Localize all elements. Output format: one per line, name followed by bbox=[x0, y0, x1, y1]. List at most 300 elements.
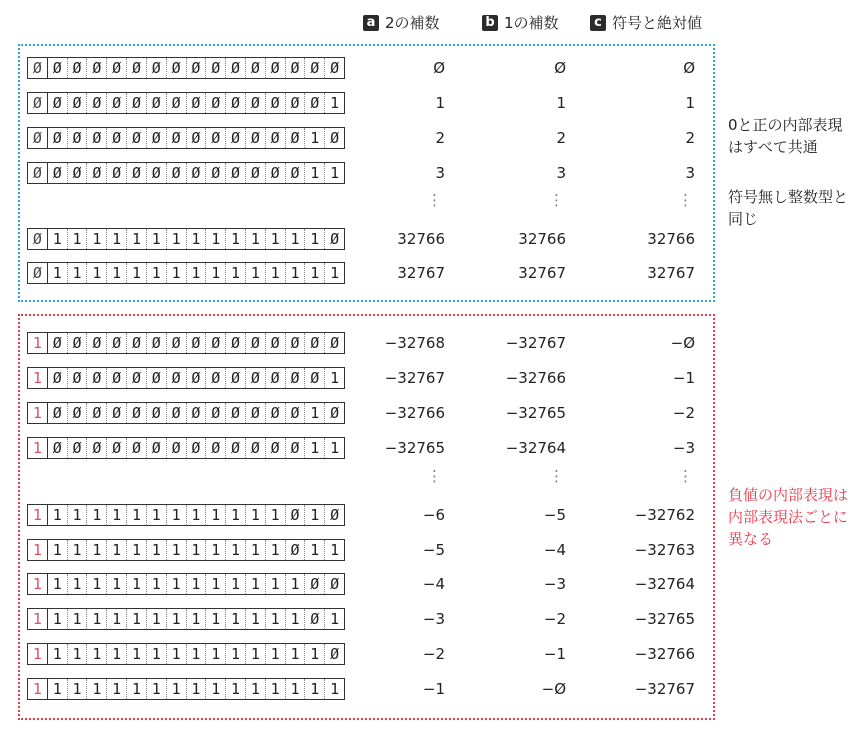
bit-pattern bbox=[27, 437, 345, 459]
ellipsis-sign-mag: ⋮ bbox=[678, 191, 693, 209]
bit-cell: 1 bbox=[127, 644, 147, 664]
negative-row bbox=[27, 643, 707, 667]
bit-cell: Ø bbox=[127, 128, 147, 148]
bit-cell: 1 bbox=[107, 609, 127, 629]
positive-row bbox=[27, 127, 707, 151]
bit-cell: 1 bbox=[127, 229, 147, 249]
bit-cell: 1 bbox=[147, 609, 167, 629]
bit-cell: Ø bbox=[246, 438, 266, 458]
bit-cell: 1 bbox=[286, 263, 306, 283]
bit-cell: Ø bbox=[187, 93, 207, 113]
sign-magnitude-value: −32763 bbox=[634, 541, 695, 559]
sign-magnitude-value: 1 bbox=[685, 94, 695, 112]
bit-cell: Ø bbox=[330, 645, 340, 663]
bit-cell: Ø bbox=[330, 575, 340, 593]
twos-complement-value: 3 bbox=[435, 164, 445, 182]
bit-cell: Ø bbox=[48, 368, 68, 388]
bit-cell: 1 bbox=[226, 263, 246, 283]
negative-row bbox=[27, 678, 707, 702]
bit-cell: Ø bbox=[87, 438, 107, 458]
bit-cell: 1 bbox=[68, 609, 88, 629]
bit-cell: Ø bbox=[147, 368, 167, 388]
ones-complement-value: 2 bbox=[556, 129, 566, 147]
bit-cell: 1 bbox=[330, 680, 340, 698]
bit-cell: Ø bbox=[330, 334, 340, 352]
negative-row bbox=[27, 573, 707, 597]
bit-cell: Ø bbox=[68, 333, 88, 353]
bit-cell: 1 bbox=[107, 263, 127, 283]
bit-cell: Ø bbox=[68, 438, 88, 458]
note-negative-differs: 負値の内部表現は 内部表現法ごとに 異なる bbox=[728, 486, 849, 548]
bit-cell: Ø bbox=[187, 403, 207, 423]
bit-cell: 1 bbox=[147, 679, 167, 699]
sign-bit: Ø bbox=[28, 163, 48, 183]
bit-cell: Ø bbox=[305, 333, 325, 353]
twos-complement-value: 1 bbox=[435, 94, 445, 112]
bit-cell: 1 bbox=[127, 505, 147, 525]
twos-complement-value: −32768 bbox=[384, 334, 445, 352]
sign-bit: Ø bbox=[28, 58, 48, 78]
bit-cell: 1 bbox=[127, 609, 147, 629]
bit-cell: 1 bbox=[266, 540, 286, 560]
bit-cell: 1 bbox=[187, 263, 207, 283]
bit-cell: 1 bbox=[87, 644, 107, 664]
bit-cell: Ø bbox=[266, 403, 286, 423]
bit-cell: 1 bbox=[305, 644, 325, 664]
twos-complement-value: −32765 bbox=[384, 439, 445, 457]
bit-cell: 1 bbox=[187, 574, 207, 594]
bit-cell: Ø bbox=[266, 438, 286, 458]
bit-cell: 1 bbox=[330, 264, 340, 282]
sign-bit: 1 bbox=[28, 368, 48, 388]
bit-cell: Ø bbox=[226, 368, 246, 388]
negative-row bbox=[27, 608, 707, 632]
bit-cell: Ø bbox=[107, 368, 127, 388]
bit-pattern bbox=[27, 678, 345, 700]
bit-cell: Ø bbox=[127, 58, 147, 78]
bit-cell: 1 bbox=[305, 403, 325, 423]
sign-magnitude-value: −3 bbox=[672, 439, 695, 457]
bit-cell: 1 bbox=[330, 541, 340, 559]
bit-cell: Ø bbox=[48, 58, 68, 78]
bit-cell: Ø bbox=[187, 58, 207, 78]
twos-complement-value: −32766 bbox=[384, 404, 445, 422]
bit-cell: 1 bbox=[305, 229, 325, 249]
bit-cell: Ø bbox=[266, 163, 286, 183]
bit-cell: Ø bbox=[48, 128, 68, 148]
sign-bit: Ø bbox=[28, 128, 48, 148]
bit-cell: Ø bbox=[206, 93, 226, 113]
bit-cell: 1 bbox=[226, 679, 246, 699]
bit-cell: 1 bbox=[147, 540, 167, 560]
bit-cell: Ø bbox=[330, 59, 340, 77]
bit-cell: 1 bbox=[68, 679, 88, 699]
bit-cell: 1 bbox=[87, 263, 107, 283]
bit-cell: Ø bbox=[167, 333, 187, 353]
bit-cell: 1 bbox=[107, 229, 127, 249]
ones-complement-value: 1 bbox=[556, 94, 566, 112]
ones-complement-value: −32766 bbox=[505, 369, 566, 387]
bit-cell: 1 bbox=[68, 644, 88, 664]
bit-cell: Ø bbox=[107, 438, 127, 458]
bit-cell: Ø bbox=[187, 438, 207, 458]
bit-cell: Ø bbox=[107, 58, 127, 78]
bit-cell: Ø bbox=[48, 93, 68, 113]
positive-row bbox=[27, 162, 707, 186]
ones-complement-value: −1 bbox=[543, 645, 566, 663]
bit-cell: Ø bbox=[330, 230, 340, 248]
bit-cell: 1 bbox=[48, 609, 68, 629]
bit-cell: Ø bbox=[127, 93, 147, 113]
bit-cell: Ø bbox=[226, 438, 246, 458]
bit-cell: 1 bbox=[226, 609, 246, 629]
bit-cell: 1 bbox=[187, 609, 207, 629]
bit-cell: Ø bbox=[206, 333, 226, 353]
bit-cell: 1 bbox=[330, 610, 340, 628]
badge-a: a bbox=[363, 15, 379, 31]
ones-complement-value: 32767 bbox=[518, 264, 566, 282]
bit-cell: Ø bbox=[286, 505, 306, 525]
bit-cell: Ø bbox=[226, 58, 246, 78]
bit-cell: Ø bbox=[87, 163, 107, 183]
bit-cell: 1 bbox=[147, 263, 167, 283]
bit-cell: Ø bbox=[127, 438, 147, 458]
bit-cell: Ø bbox=[107, 163, 127, 183]
bit-cell: Ø bbox=[206, 128, 226, 148]
bit-cell: Ø bbox=[266, 93, 286, 113]
bit-pattern bbox=[27, 162, 345, 184]
bit-cell: 1 bbox=[266, 229, 286, 249]
bit-cell: Ø bbox=[147, 163, 167, 183]
column-header bbox=[0, 12, 861, 36]
bit-pattern bbox=[27, 332, 345, 354]
bit-cell: 1 bbox=[107, 574, 127, 594]
sign-magnitude-value: −32767 bbox=[634, 680, 695, 698]
bit-cell: Ø bbox=[48, 333, 68, 353]
bit-cell: 1 bbox=[330, 439, 340, 457]
bit-pattern bbox=[27, 228, 345, 250]
twos-complement-value: −6 bbox=[422, 506, 445, 524]
bit-cell: Ø bbox=[266, 128, 286, 148]
bit-cell: Ø bbox=[286, 163, 306, 183]
bit-cell: 1 bbox=[187, 505, 207, 525]
bit-cell: 1 bbox=[206, 229, 226, 249]
bit-cell: 1 bbox=[68, 505, 88, 525]
bit-cell: 1 bbox=[246, 540, 266, 560]
bit-cell: Ø bbox=[107, 333, 127, 353]
bit-cell: 1 bbox=[127, 540, 147, 560]
bit-cell: 1 bbox=[187, 540, 207, 560]
bit-cell: 1 bbox=[246, 505, 266, 525]
bit-cell: Ø bbox=[147, 93, 167, 113]
badge-b: b bbox=[482, 15, 498, 31]
bit-cell: Ø bbox=[226, 163, 246, 183]
bit-cell: Ø bbox=[167, 163, 187, 183]
positive-row bbox=[27, 57, 707, 81]
bit-cell: Ø bbox=[167, 403, 187, 423]
bit-cell: 1 bbox=[226, 505, 246, 525]
bit-cell: Ø bbox=[147, 438, 167, 458]
bit-cell: 1 bbox=[167, 679, 187, 699]
bit-cell: Ø bbox=[305, 58, 325, 78]
sign-magnitude-value: −2 bbox=[672, 404, 695, 422]
bit-cell: 1 bbox=[206, 505, 226, 525]
bit-cell: 1 bbox=[330, 369, 340, 387]
bit-cell: 1 bbox=[246, 679, 266, 699]
bit-cell: Ø bbox=[187, 368, 207, 388]
sign-magnitude-value: −32765 bbox=[634, 610, 695, 628]
ones-complement-value: −5 bbox=[543, 506, 566, 524]
bit-cell: 1 bbox=[246, 644, 266, 664]
bit-cell: Ø bbox=[167, 368, 187, 388]
note-unsigned-same: 符号無し整数型と 同じ bbox=[728, 188, 849, 228]
sign-bit: 1 bbox=[28, 505, 48, 525]
bit-pattern bbox=[27, 127, 345, 149]
bit-cell: Ø bbox=[330, 129, 340, 147]
bit-cell: 1 bbox=[226, 644, 246, 664]
bit-cell: Ø bbox=[206, 403, 226, 423]
bit-cell: 1 bbox=[246, 609, 266, 629]
sign-bit: Ø bbox=[28, 229, 48, 249]
sign-magnitude-value: −32766 bbox=[634, 645, 695, 663]
header-ones-complement bbox=[482, 12, 559, 33]
ones-complement-value: 3 bbox=[556, 164, 566, 182]
bit-cell: 1 bbox=[107, 540, 127, 560]
negative-row bbox=[27, 504, 707, 528]
bit-pattern bbox=[27, 504, 345, 526]
bit-cell: Ø bbox=[305, 609, 325, 629]
bit-cell: Ø bbox=[266, 333, 286, 353]
bit-cell: Ø bbox=[266, 58, 286, 78]
bit-cell: 1 bbox=[87, 679, 107, 699]
bit-cell: Ø bbox=[147, 333, 167, 353]
positive-row bbox=[27, 92, 707, 116]
bit-cell: 1 bbox=[187, 679, 207, 699]
sign-magnitude-value: −1 bbox=[672, 369, 695, 387]
bit-cell: 1 bbox=[87, 540, 107, 560]
bit-cell: 1 bbox=[68, 229, 88, 249]
bit-cell: 1 bbox=[147, 644, 167, 664]
ones-complement-value: −3 bbox=[543, 575, 566, 593]
bit-cell: 1 bbox=[68, 574, 88, 594]
bit-cell: 1 bbox=[226, 229, 246, 249]
bit-cell: 1 bbox=[286, 229, 306, 249]
header-ones-label: 1の補数 bbox=[504, 14, 559, 32]
negative-row bbox=[27, 332, 707, 356]
bit-cell: Ø bbox=[206, 438, 226, 458]
bit-cell: 1 bbox=[226, 574, 246, 594]
bit-cell: Ø bbox=[187, 333, 207, 353]
twos-complement-value: Ø bbox=[433, 59, 445, 77]
bit-cell: Ø bbox=[206, 58, 226, 78]
bit-cell: 1 bbox=[206, 263, 226, 283]
bit-cell: 1 bbox=[206, 644, 226, 664]
bit-cell: Ø bbox=[48, 403, 68, 423]
bit-cell: Ø bbox=[226, 403, 246, 423]
twos-complement-value: 2 bbox=[435, 129, 445, 147]
ones-complement-value: Ø bbox=[554, 59, 566, 77]
sign-magnitude-value: 3 bbox=[685, 164, 695, 182]
bit-cell: Ø bbox=[246, 163, 266, 183]
bit-cell: 1 bbox=[167, 505, 187, 525]
bit-cell: 1 bbox=[147, 574, 167, 594]
bit-cell: 1 bbox=[167, 263, 187, 283]
bit-cell: 1 bbox=[87, 229, 107, 249]
bit-pattern bbox=[27, 539, 345, 561]
header-sign-mag-label: 符号と絶対値 bbox=[612, 14, 703, 32]
bit-cell: 1 bbox=[266, 644, 286, 664]
negative-row bbox=[27, 539, 707, 563]
bit-cell: 1 bbox=[206, 574, 226, 594]
bit-cell: 1 bbox=[87, 609, 107, 629]
bit-pattern bbox=[27, 367, 345, 389]
sign-bit: 1 bbox=[28, 609, 48, 629]
negative-row bbox=[27, 437, 707, 461]
ones-complement-value: −32764 bbox=[505, 439, 566, 457]
bit-cell: Ø bbox=[246, 58, 266, 78]
bit-cell: 1 bbox=[107, 679, 127, 699]
bit-cell: Ø bbox=[246, 93, 266, 113]
header-twos-label: 2の補数 bbox=[385, 14, 440, 32]
bit-cell: 1 bbox=[147, 505, 167, 525]
bit-cell: 1 bbox=[48, 263, 68, 283]
bit-cell: Ø bbox=[330, 506, 340, 524]
bit-cell: 1 bbox=[330, 94, 340, 112]
bit-cell: 1 bbox=[246, 229, 266, 249]
bit-cell: Ø bbox=[107, 403, 127, 423]
bit-cell: Ø bbox=[87, 58, 107, 78]
bit-cell: 1 bbox=[48, 505, 68, 525]
bit-pattern bbox=[27, 402, 345, 424]
bit-cell: 1 bbox=[286, 644, 306, 664]
bit-cell: Ø bbox=[68, 403, 88, 423]
sign-bit: Ø bbox=[28, 93, 48, 113]
bit-cell: 1 bbox=[266, 609, 286, 629]
bit-cell: Ø bbox=[68, 128, 88, 148]
bit-cell: Ø bbox=[167, 438, 187, 458]
twos-complement-value: −5 bbox=[422, 541, 445, 559]
bit-cell: 1 bbox=[206, 609, 226, 629]
bit-cell: Ø bbox=[48, 163, 68, 183]
twos-complement-value: 32767 bbox=[397, 264, 445, 282]
bit-cell: 1 bbox=[305, 163, 325, 183]
bit-cell: Ø bbox=[68, 163, 88, 183]
bit-cell: Ø bbox=[127, 368, 147, 388]
sign-magnitude-value: −32762 bbox=[634, 506, 695, 524]
bit-cell: Ø bbox=[68, 93, 88, 113]
sign-bit: 1 bbox=[28, 679, 48, 699]
bit-cell: 1 bbox=[167, 644, 187, 664]
note-positive-shared: 0と正の内部表現 はすべて共通 bbox=[728, 116, 843, 156]
bit-cell: Ø bbox=[246, 403, 266, 423]
bit-cell: 1 bbox=[187, 644, 207, 664]
bit-cell: Ø bbox=[286, 333, 306, 353]
bit-cell: Ø bbox=[305, 574, 325, 594]
bit-cell: 1 bbox=[48, 644, 68, 664]
sign-magnitude-value: −32764 bbox=[634, 575, 695, 593]
sign-magnitude-value: Ø bbox=[683, 59, 695, 77]
bit-cell: 1 bbox=[305, 679, 325, 699]
sign-magnitude-value: −Ø bbox=[670, 334, 695, 352]
sign-magnitude-value: 32767 bbox=[647, 264, 695, 282]
ellipsis-ones: ⋮ bbox=[549, 467, 564, 485]
bit-cell: Ø bbox=[147, 403, 167, 423]
bit-cell: Ø bbox=[286, 438, 306, 458]
negative-row bbox=[27, 367, 707, 391]
bit-cell: 1 bbox=[147, 229, 167, 249]
bit-cell: Ø bbox=[246, 128, 266, 148]
bit-cell: Ø bbox=[87, 403, 107, 423]
bit-cell: Ø bbox=[187, 128, 207, 148]
bit-cell: 1 bbox=[68, 540, 88, 560]
bit-cell: Ø bbox=[68, 58, 88, 78]
bit-cell: 1 bbox=[187, 229, 207, 249]
bit-cell: 1 bbox=[107, 505, 127, 525]
bit-cell: 1 bbox=[305, 540, 325, 560]
bit-cell: 1 bbox=[127, 679, 147, 699]
bit-cell: Ø bbox=[167, 128, 187, 148]
bit-cell: Ø bbox=[305, 368, 325, 388]
bit-cell: Ø bbox=[226, 128, 246, 148]
ellipsis-twos: ⋮ bbox=[427, 467, 442, 485]
bit-cell: Ø bbox=[286, 93, 306, 113]
twos-complement-value: −3 bbox=[422, 610, 445, 628]
ones-complement-value: −32767 bbox=[505, 334, 566, 352]
ones-complement-value: −Ø bbox=[541, 680, 566, 698]
bit-cell: Ø bbox=[226, 333, 246, 353]
ones-complement-value: 32766 bbox=[518, 230, 566, 248]
bit-cell: Ø bbox=[330, 404, 340, 422]
bit-cell: 1 bbox=[226, 540, 246, 560]
bit-cell: 1 bbox=[286, 679, 306, 699]
bit-cell: 1 bbox=[48, 679, 68, 699]
bit-cell: Ø bbox=[286, 540, 306, 560]
ones-complement-value: −2 bbox=[543, 610, 566, 628]
bit-cell: 1 bbox=[167, 574, 187, 594]
sign-magnitude-value: 2 bbox=[685, 129, 695, 147]
twos-complement-value: −1 bbox=[422, 680, 445, 698]
bit-cell: Ø bbox=[127, 163, 147, 183]
bit-cell: Ø bbox=[286, 403, 306, 423]
bit-cell: Ø bbox=[127, 403, 147, 423]
bit-cell: 1 bbox=[167, 229, 187, 249]
bit-cell: 1 bbox=[87, 574, 107, 594]
bit-cell: Ø bbox=[246, 333, 266, 353]
bit-pattern bbox=[27, 92, 345, 114]
badge-c: c bbox=[590, 15, 606, 31]
bit-cell: 1 bbox=[107, 644, 127, 664]
bit-cell: 1 bbox=[246, 263, 266, 283]
bit-pattern bbox=[27, 573, 345, 595]
bit-pattern bbox=[27, 608, 345, 630]
bit-cell: Ø bbox=[147, 58, 167, 78]
bit-cell: 1 bbox=[206, 679, 226, 699]
ones-complement-value: −4 bbox=[543, 541, 566, 559]
bit-cell: Ø bbox=[87, 128, 107, 148]
twos-complement-value: −2 bbox=[422, 645, 445, 663]
bit-cell: 1 bbox=[330, 164, 340, 182]
bit-cell: Ø bbox=[147, 128, 167, 148]
header-twos-complement bbox=[363, 12, 440, 33]
bit-cell: Ø bbox=[187, 163, 207, 183]
twos-complement-value: 32766 bbox=[397, 230, 445, 248]
bit-cell: Ø bbox=[286, 368, 306, 388]
bit-cell: 1 bbox=[127, 574, 147, 594]
bit-pattern bbox=[27, 57, 345, 79]
bit-cell: 1 bbox=[246, 574, 266, 594]
bit-cell: Ø bbox=[127, 333, 147, 353]
bit-cell: 1 bbox=[286, 609, 306, 629]
